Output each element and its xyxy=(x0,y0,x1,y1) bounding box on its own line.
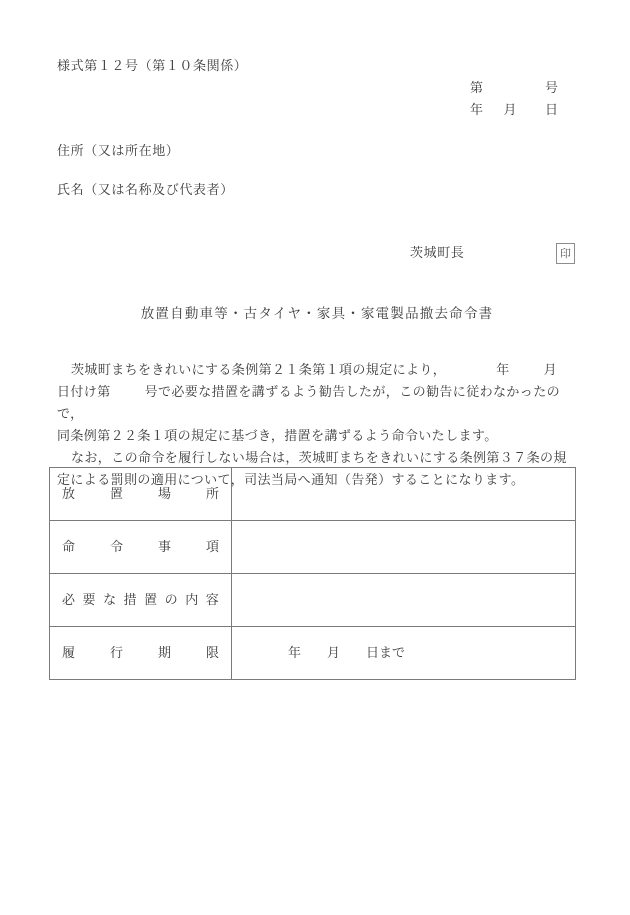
row-value-required-measures[interactable] xyxy=(232,574,576,627)
label-char: 容 xyxy=(205,592,219,608)
issuer-title: 茨城町長 xyxy=(410,246,465,261)
label-char: 項 xyxy=(205,539,219,555)
label-inner xyxy=(62,541,219,554)
table-row xyxy=(50,627,576,680)
body-paragraph-1-line-3: 同条例第２２条１項の規定に基づき，措置を講ずるよう命令いたします。 xyxy=(57,429,498,444)
document-number-suffix: 号 xyxy=(544,81,558,96)
deadline-month-label: 月 xyxy=(327,645,341,661)
label-char: 措 xyxy=(123,592,137,608)
body-p1-part1: 茨城町まちをきれいにする条例第２１条第１項の規定により， xyxy=(71,363,447,378)
label-char: な xyxy=(103,592,117,608)
seal-stamp-box: 印 xyxy=(556,243,575,264)
page-title: 放置自動車等・古タイヤ・家具・家電製品撤去命令書 xyxy=(140,306,494,322)
label-char: の xyxy=(164,592,178,608)
deadline-day-label: 日まで xyxy=(366,645,406,661)
body-p1-year: 年 xyxy=(496,363,510,378)
label-inner xyxy=(62,488,219,501)
row-label-order-items xyxy=(50,521,232,574)
deadline-fields xyxy=(246,647,405,660)
document-meta xyxy=(470,82,580,126)
date-month-label: 月 xyxy=(503,103,517,118)
date-day-label: 日 xyxy=(544,103,558,118)
row-value-placement-location[interactable] xyxy=(232,468,576,521)
body-p1-part2: 日付け第 xyxy=(57,385,111,400)
document-number-prefix: 第 xyxy=(470,81,484,96)
row-label-compliance-deadline xyxy=(50,627,232,680)
label-char: 令 xyxy=(109,539,123,555)
label-char: 事 xyxy=(157,539,171,555)
label-char: 要 xyxy=(82,592,96,608)
row-value-order-items[interactable] xyxy=(232,521,576,574)
document-number-row xyxy=(470,82,558,95)
label-inner xyxy=(62,647,219,660)
table-row xyxy=(50,521,576,574)
addressee-name-label: 氏名（又は名称及び代表者） xyxy=(57,183,234,198)
body-paragraph-2-line-1: なお，この命令を履行しない場合は，茨城町まちをきれいにする条例第３７条の規 xyxy=(71,451,567,466)
label-char: 置 xyxy=(109,486,123,502)
label-char: 所 xyxy=(205,486,219,502)
deadline-year-label: 年 xyxy=(288,645,302,661)
table-row xyxy=(50,574,576,627)
document-date-row xyxy=(470,104,558,117)
body-paragraph-1-line-1 xyxy=(57,360,577,382)
label-char: 期 xyxy=(157,645,171,661)
label-char: 必 xyxy=(62,592,76,608)
body-p1-month: 月 xyxy=(543,363,558,378)
label-char: 限 xyxy=(205,645,219,661)
table-row xyxy=(50,468,576,521)
label-char: 命 xyxy=(62,539,76,555)
order-details-table xyxy=(49,467,576,680)
row-label-placement-location xyxy=(50,468,232,521)
label-char: 行 xyxy=(109,645,123,661)
addressee-address-label: 住所（又は所在地） xyxy=(57,144,180,159)
label-inner xyxy=(62,594,219,607)
label-char: 場 xyxy=(157,486,171,502)
form-number: 様式第１２号（第１０条関係） xyxy=(57,59,248,74)
body-paragraph-2-line-2: 定による罰則の適用について，司法当局へ通知（告発）することになります。 xyxy=(57,473,525,488)
body-paragraph-1-line-2 xyxy=(57,382,577,426)
row-label-required-measures xyxy=(50,574,232,627)
label-char: 置 xyxy=(144,592,158,608)
label-char: 内 xyxy=(185,592,199,608)
body-p1-part3: 号で必要な措置を講ずるよう勧告したが，この勧告に従わなかったので， xyxy=(57,385,561,422)
date-year-label: 年 xyxy=(470,103,484,118)
label-char: 履 xyxy=(62,645,76,661)
row-value-compliance-deadline[interactable] xyxy=(232,627,576,680)
label-char: 放 xyxy=(62,486,76,502)
